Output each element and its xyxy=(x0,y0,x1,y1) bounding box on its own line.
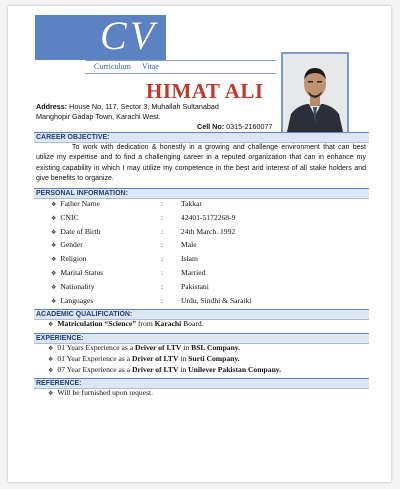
personal-info-label-text: Religion xyxy=(60,254,87,264)
profile-photo xyxy=(281,52,349,134)
objective-text: To work with dedication & honestly in a growing and challenge environment that can best utilize my expertise and to find a challenging career in a reputed organization that can in enhance my existing capability in which I may utilize my competence in the best and interest of all stake holders and give benefits to organize. xyxy=(36,144,366,183)
personal-info-label-text: Nationality xyxy=(60,281,95,291)
academic-board-suffix: Board. xyxy=(181,319,204,328)
bullet-icon: ❖ xyxy=(48,368,54,374)
cv-logo-v: V xyxy=(129,13,156,58)
bullet-icon: ❖ xyxy=(51,284,57,291)
subtitle-curriculum: Curriculum xyxy=(94,62,131,71)
personal-info-label xyxy=(51,268,164,277)
section-career-objective: CAREER OBJECTIVE: xyxy=(34,132,369,143)
academic-degree: Matriculation “Science” xyxy=(57,319,137,328)
cell-label: Cell No: xyxy=(197,122,225,131)
address-label: Address: xyxy=(36,102,68,111)
address-line1: House No, 117, Sector 3, Muhallah Sultanabad xyxy=(69,102,219,111)
experience-mid: in xyxy=(181,343,192,352)
personal-info-colon: : xyxy=(161,254,164,264)
section-academic-qualification: ACADEMIC QUALIFICATION: xyxy=(34,309,369,320)
experience-role: Driver of LTV xyxy=(132,354,179,363)
personal-info-value: Islam xyxy=(181,254,198,264)
experience-item xyxy=(48,343,240,352)
personal-info-label xyxy=(51,199,164,208)
candidate-name: HIMAT ALI xyxy=(146,79,264,103)
address-line2: Manghopir Gadap Town, Karachi West. xyxy=(36,112,161,121)
cv-logo xyxy=(100,13,156,58)
reference-text: Will be furnished upon request. xyxy=(57,388,154,397)
portrait-image xyxy=(283,54,347,132)
personal-info-value: 42401-5172268-9 xyxy=(181,212,236,222)
subtitle-vitae: Vitae xyxy=(142,62,159,71)
bullet-icon: ❖ xyxy=(51,298,57,305)
personal-info-label xyxy=(51,281,164,291)
bullet-icon: ❖ xyxy=(51,243,57,250)
bullet-icon: ❖ xyxy=(48,391,54,397)
section-experience: EXPERIENCE: xyxy=(34,333,369,344)
personal-info-value: Takkar xyxy=(181,199,202,208)
bullet-icon: ❖ xyxy=(51,202,57,208)
resume-page xyxy=(8,6,391,482)
experience-role: Driver of LTV xyxy=(135,343,182,352)
bullet-icon: ❖ xyxy=(51,271,57,277)
cell-value: 0315-2160077 xyxy=(226,122,273,131)
experience-years: 07 Year Experience as a xyxy=(57,365,133,374)
experience-years: 01 Year Experience as a xyxy=(57,354,133,363)
bullet-icon: ❖ xyxy=(51,215,57,222)
section-personal-information: PERSONAL INFORMATION: xyxy=(34,188,369,199)
experience-item xyxy=(48,354,240,363)
academic-board: Karachi xyxy=(154,319,182,328)
experience-role: Driver of LTV xyxy=(132,365,179,374)
bullet-icon: ❖ xyxy=(48,346,54,352)
personal-info-label-text: CNIC xyxy=(60,212,79,222)
personal-info-label xyxy=(51,254,164,264)
reference-item xyxy=(48,388,153,397)
personal-info-value: 24th March. 1992 xyxy=(181,226,236,236)
experience-company: Unilever Pakistan Company. xyxy=(188,365,282,374)
personal-info-label xyxy=(51,226,164,236)
personal-info-colon: : xyxy=(161,240,164,250)
personal-info-value: Married xyxy=(181,268,206,277)
bullet-icon: ❖ xyxy=(48,357,54,363)
personal-info-colon: : xyxy=(161,199,164,208)
bullet-icon: ❖ xyxy=(51,229,57,236)
personal-info-colon: : xyxy=(161,268,164,277)
bullet-icon: ❖ xyxy=(48,322,54,328)
cv-logo-c: C xyxy=(100,13,128,58)
personal-info-colon: : xyxy=(161,281,164,291)
personal-info-label-text: Date of Birth xyxy=(60,226,101,236)
bullet-icon: ❖ xyxy=(51,257,57,264)
experience-years: 01 Years Experience as a xyxy=(57,343,135,352)
address-block xyxy=(36,102,276,122)
personal-info-label xyxy=(51,295,164,305)
personal-info-label-text: Gender xyxy=(60,240,83,250)
personal-info-label-text: Father Name xyxy=(60,199,100,208)
experience-mid: in xyxy=(178,365,189,374)
personal-info-label xyxy=(51,240,164,250)
personal-info-colon: : xyxy=(161,226,164,236)
personal-info-value: Male xyxy=(181,240,197,250)
personal-info-colon: : xyxy=(161,295,164,305)
experience-item xyxy=(48,365,281,374)
personal-info-value: Pakistani xyxy=(181,281,209,291)
section-reference: REFERENCE: xyxy=(34,378,369,389)
experience-mid: in xyxy=(178,354,189,363)
personal-info-colon: : xyxy=(161,212,164,222)
cell-block xyxy=(197,122,273,131)
academic-item xyxy=(48,319,204,328)
academic-from: from xyxy=(136,319,155,328)
personal-info-value: Urdu, Sindhi & Saraiki xyxy=(181,295,252,305)
personal-info-label xyxy=(51,212,164,222)
experience-company: BSL Company. xyxy=(191,343,241,352)
personal-info-label-text: Languages xyxy=(60,295,94,305)
personal-info-label-text: Marital Status xyxy=(60,268,104,277)
experience-company: Surti Company. xyxy=(188,354,240,363)
